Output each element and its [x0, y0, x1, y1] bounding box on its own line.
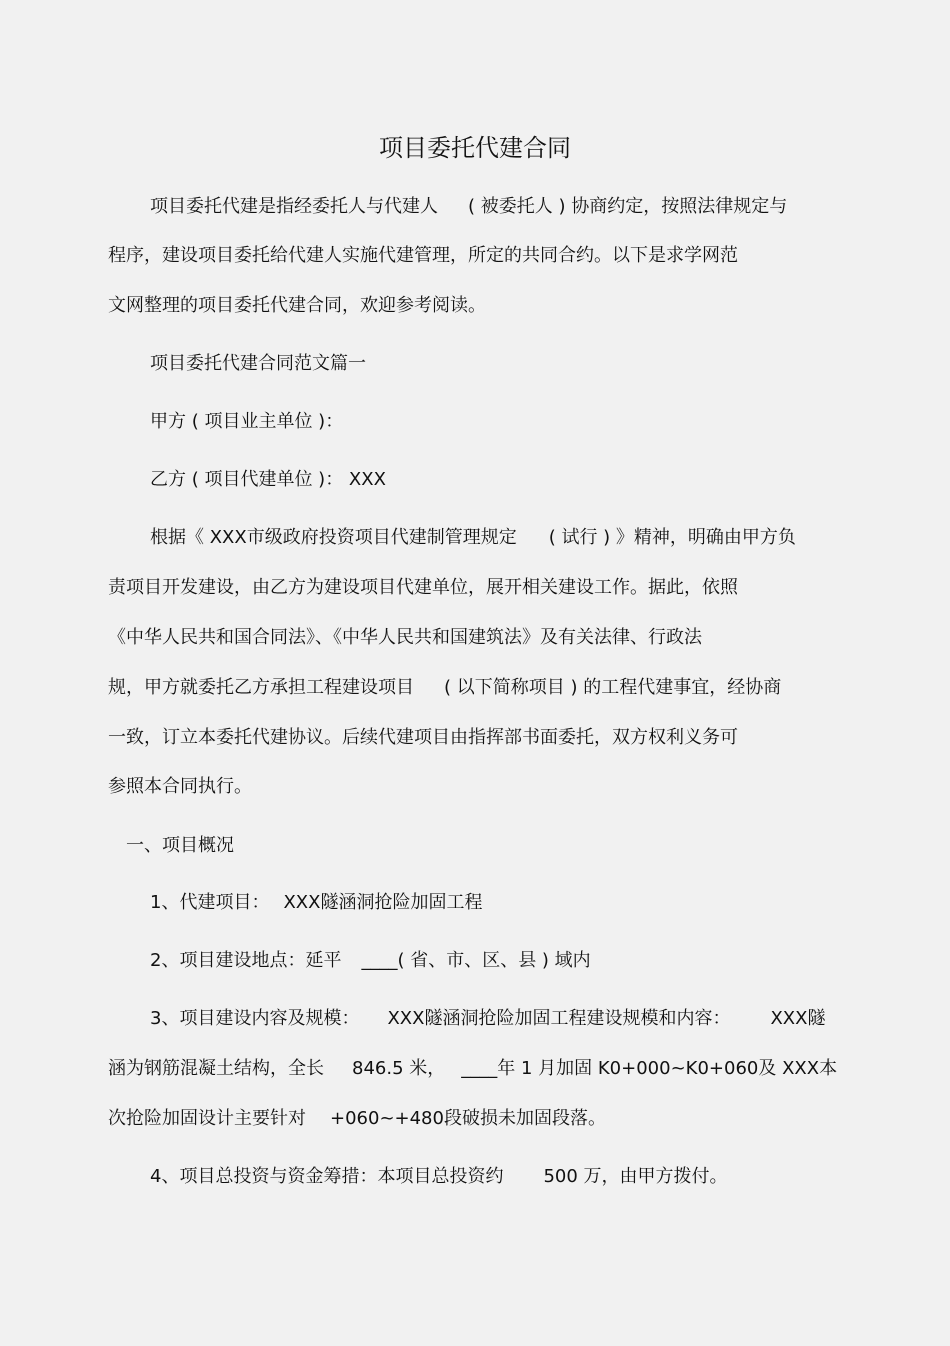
basis-line-5: 一致，订立本委托代建协议。后续代建项目由指挥部书面委托，双方权利义务可: [108, 727, 738, 748]
item-2-value: ____( 省、市、区、县 ) 域内: [361, 950, 591, 971]
item-1-value: XXX隧涵洞抢险加固工程: [283, 892, 483, 913]
item-3-line-2a: 涵为钢筋混凝土结构，全长: [108, 1058, 324, 1079]
party-b-line: 乙方 ( 项目代建单位 )： XXX: [150, 469, 386, 490]
intro-line-2: 程序，建设项目委托给代建人实施代建管理，所定的共同合约。以下是求学网范: [108, 245, 738, 266]
item-3-line-3: [108, 1107, 606, 1131]
item-3-line-1: [150, 1007, 825, 1031]
item-2-label: 2、项目建设地点：延平: [150, 950, 342, 971]
item-3-line-3b: +060~+480段破损未加固段落。: [330, 1108, 606, 1129]
basis-line-1a: 根据《 XXX市级政府投资项目代建制管理规定: [150, 527, 517, 548]
basis-line-6: 参照本合同执行。: [108, 776, 252, 797]
item-3-line-2b: 846.5 米，: [352, 1058, 446, 1079]
item-2: [150, 949, 591, 973]
item-3-line-2: [108, 1057, 837, 1081]
item-3-label: 3、项目建设内容及规模：: [150, 1008, 360, 1029]
basis-line-4b: ( 以下简称项目 ) 的工程代建事宜，经协商: [444, 677, 782, 698]
basis-line-2: 责项目开发建设，由乙方为建设项目代建单位，展开相关建设工作。据此，依照: [108, 577, 738, 598]
section-heading: 项目委托代建合同范文篇一: [150, 353, 366, 374]
item-1: [150, 891, 482, 915]
party-a-line: 甲方 ( 项目业主单位 )：: [150, 411, 344, 432]
basis-line-4a: 规，甲方就委托乙方承担工程建设项目: [108, 677, 414, 698]
intro-line-1: [150, 195, 787, 219]
basis-line-1b: ( 试行 ) 》精神，明确由甲方负: [548, 527, 796, 548]
document-title: 项目委托代建合同: [379, 134, 571, 162]
item-4-label: 4、项目总投资与资金筹措：本项目总投资约: [150, 1166, 504, 1187]
item-3-content-end: XXX隧: [770, 1008, 826, 1029]
item-3-line-3a: 次抢险加固设计主要针对: [108, 1108, 306, 1129]
item-3-content: XXX隧涵洞抢险加固工程建设规模和内容：: [387, 1008, 731, 1029]
intro-line-3: 文网整理的项目委托代建合同，欢迎参考阅读。: [108, 295, 486, 316]
item-1-label: 1、代建项目：: [150, 892, 270, 913]
intro-line-1b: ( 被委托人 ) 协商约定，按照法律规定与: [468, 196, 788, 217]
item-4-value: 500 万，由甲方拨付。: [543, 1166, 728, 1187]
item-3-line-2c: ____年 1 月加固 K0+000~K0+060及 XXX本: [461, 1058, 838, 1079]
intro-line-1a: 项目委托代建是指经委托人与代建人: [150, 196, 438, 217]
basis-line-1: [150, 526, 796, 550]
item-4: [150, 1165, 728, 1189]
chapter-one-heading: 一、项目概况: [126, 835, 234, 856]
basis-line-4: [108, 676, 781, 700]
basis-line-3: 《中华人民共和国合同法》、《中华人民共和国建筑法》及有关法律、行政法: [108, 627, 702, 648]
